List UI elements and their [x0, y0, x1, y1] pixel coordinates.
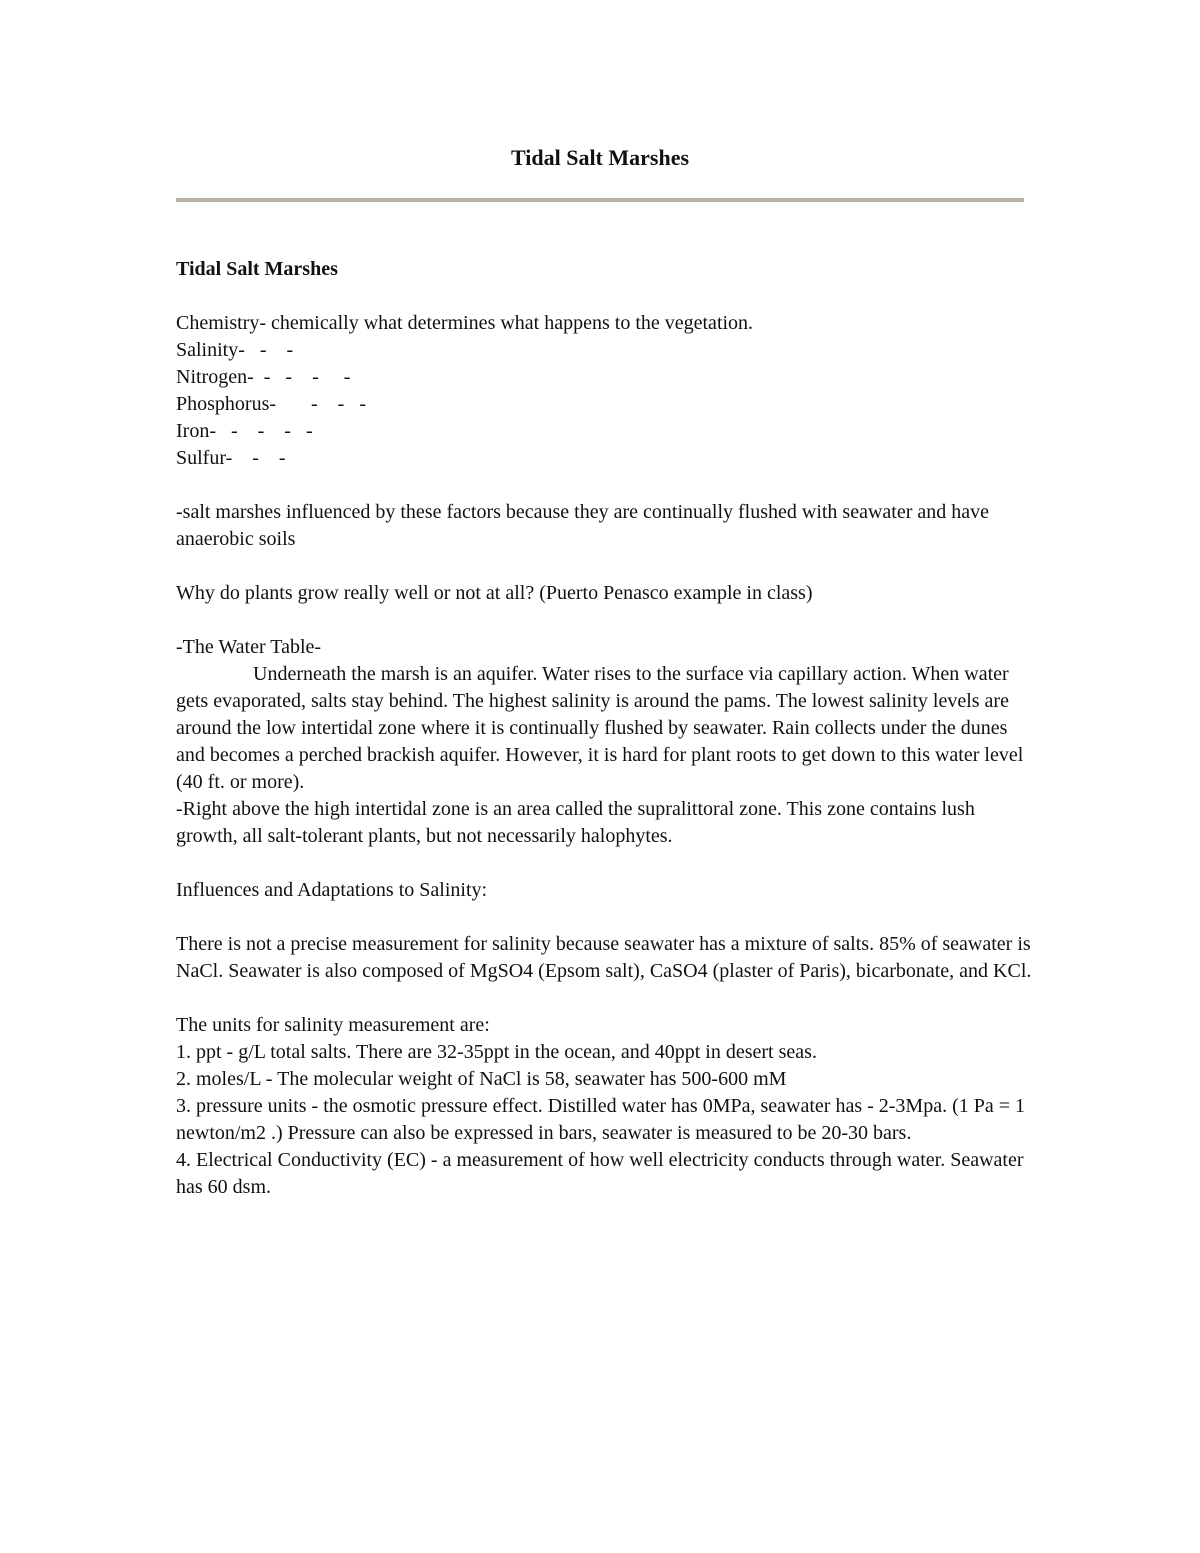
water-table-heading: -The Water Table- [176, 636, 322, 658]
factor-phosphorus: Phosphorus- - - - [176, 393, 366, 415]
section-heading: Tidal Salt Marshes [176, 258, 338, 280]
list-item: 3. pressure units - the osmotic pressure effect. Distilled water has 0MPa, seawater has - 2-3Mpa. (1 Pa = 1 newton/m2 .) Pressure can also be expressed in bars, seawater is measured to be 20-30 bars. [176, 1095, 1026, 1144]
page-title: Tidal Salt Marshes [510, 145, 690, 170]
factor-sulfur: Sulfur- - - [176, 447, 286, 469]
water-table-section [176, 634, 1036, 850]
factor-iron: Iron- - - - - [176, 420, 313, 442]
list-item: 1. ppt - g/L total salts. There are 32-35ppt in the ocean, and 40ppt in desert seas. [176, 1041, 817, 1063]
factor-nitrogen: Nitrogen- - - - - [176, 366, 351, 388]
factor-salinity: Salinity- - - [176, 339, 294, 361]
influence-note: -salt marshes influenced by these factors because they are continually flushed with seawater and have anaerobic soils [176, 501, 990, 550]
units-intro: The units for salinity measurement are: [176, 1014, 490, 1036]
list-item: 4. Electrical Conductivity (EC) - a measurement of how well electricity conducts through water. Seawater has 60 dsm. [176, 1149, 1024, 1198]
salinity-paragraph: There is not a precise measurement for salinity because seawater has a mixture of salts. 85% of seawater is NaCl. Seawater is also composed of MgSO4 (Epsom salt), CaSO4 (plaster of Paris), bicarbonate, and KCl. [176, 933, 1032, 982]
water-table-paragraph: Underneath the marsh is an aquifer. Water rises to the surface via capillary action. When water gets evaporated, salts stay behind. The highest salinity is around the pams. The lowest salinity levels are around the low intertidal zone where it is continually flushed by seawater. Rain collects under the dunes and becomes a perched brackish aquifer. However, it is hard for plant roots to get down to this water level (40 ft. or more). [176, 663, 1024, 793]
title-divider [176, 198, 1024, 202]
question-paragraph: Why do plants grow really well or not at all? (Puerto Penasco example in class) [176, 582, 813, 604]
chemistry-intro: Chemistry- chemically what determines what happens to the vegetation. [176, 312, 754, 334]
units-list [176, 1012, 1036, 1201]
salinity-heading: Influences and Adaptations to Salinity: [176, 879, 488, 901]
list-item: 2. moles/L - The molecular weight of NaCl is 58, seawater has 500-600 mM [176, 1068, 787, 1090]
document-body [176, 256, 1036, 1228]
supralittoral-paragraph: -Right above the high intertidal zone is an area called the supralittoral zone. This zone contains lush growth, all salt-tolerant plants, but not necessarily halophytes. [176, 798, 975, 847]
chemistry-block [176, 310, 1036, 472]
